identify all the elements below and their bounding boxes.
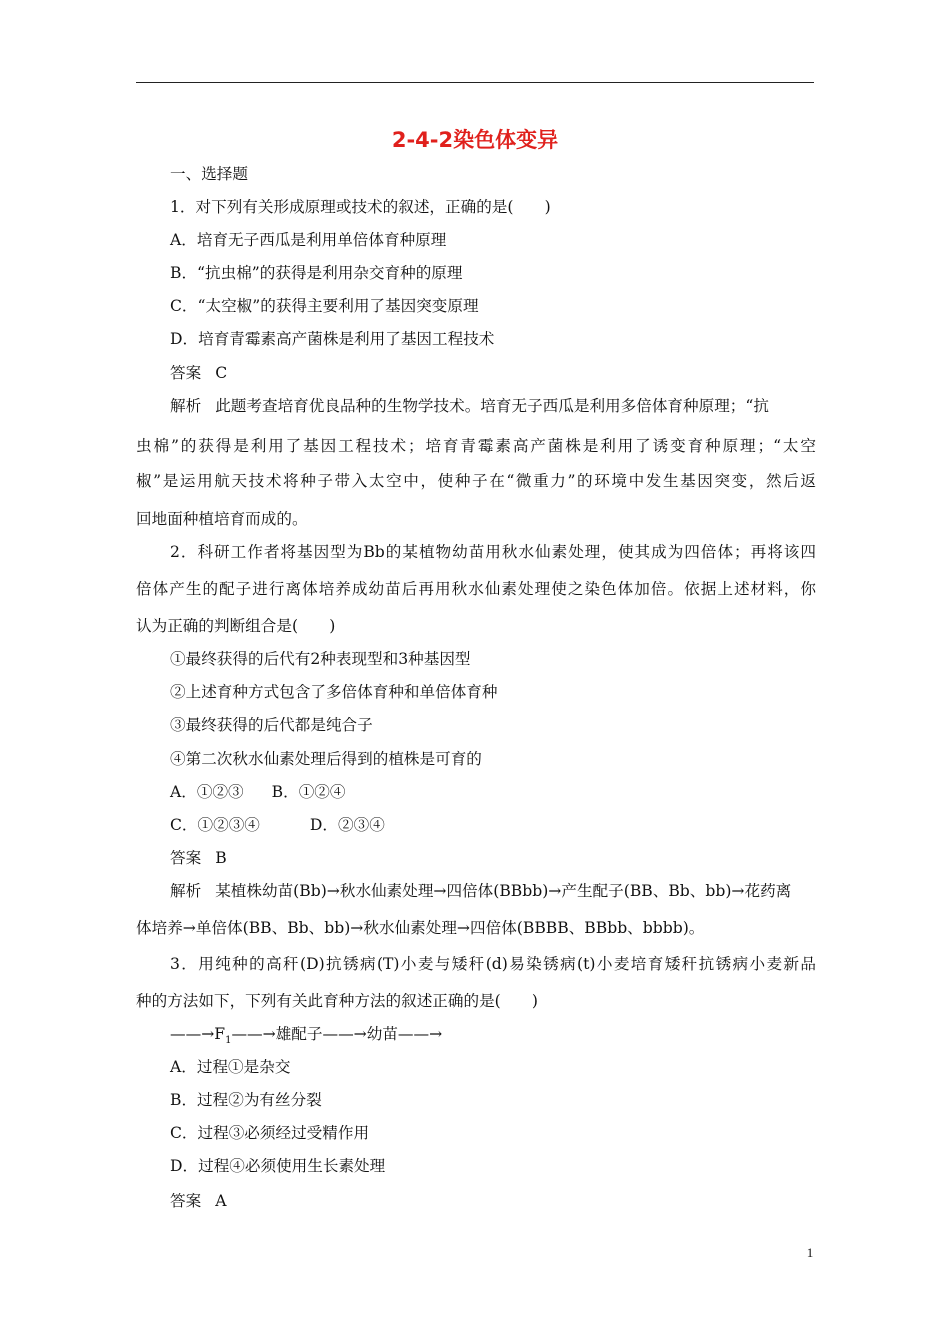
q2-statement-2: ②上述育种方式包含了多倍体育种和单倍体育种 [170, 683, 498, 701]
q3-option-a: A．过程①是杂交 [170, 1058, 291, 1076]
q3-stem-line-2: 种的方法如下，下列有关此育种方法的叙述正确的是( ) [136, 992, 539, 1010]
q2-answer [170, 847, 850, 869]
q2-answer-label: 答案 [170, 849, 202, 867]
q3-answer-value: A [215, 1192, 227, 1210]
q2-analysis-label: 解析 [170, 882, 202, 900]
q3-option-b: B．过程②为有丝分裂 [170, 1091, 322, 1109]
q2-analysis-line-2: 体培养→单倍体(BB、Bb、bb)→秋水仙素处理→四倍体(BBBB、BBbb、bbbb)。 [136, 919, 705, 937]
q2-statement-3: ③最终获得的后代都是纯合子 [170, 716, 373, 734]
page-title: 2-4-2染色体变异 [391, 128, 559, 152]
section-heading: 一、选择题 [170, 165, 248, 183]
q1-answer [170, 362, 850, 384]
q3-flow-start: ——→F [170, 1025, 226, 1043]
q1-option-a: A．培育无子西瓜是利用单倍体育种原理 [170, 231, 447, 249]
q2-option-d: D．②③④ [309, 816, 385, 834]
q2-stem-line-3: 认为正确的判断组合是( ) [136, 617, 336, 635]
q2-options-row-2 [170, 814, 850, 836]
q2-analysis-line-1 [170, 880, 814, 902]
q1-stem: 1．对下列有关形成原理或技术的叙述，正确的是( ) [170, 198, 551, 216]
q3-flow-rest: ——→雄配子——→幼苗——→ [231, 1025, 443, 1043]
q1-answer-value: C [215, 364, 228, 382]
q2-statement-1: ①最终获得的后代有2种表现型和3种基因型 [170, 650, 471, 668]
q3-answer [170, 1190, 850, 1212]
q2-option-c: C．①②③④ [170, 816, 260, 834]
q2-option-a: A．①②③ [170, 783, 244, 801]
q2-option-b: B．①②④ [271, 783, 346, 801]
q1-analysis-line-1 [170, 395, 814, 417]
q3-option-c: C．过程③必须经过受精作用 [170, 1124, 370, 1142]
q1-analysis-line-2: 虫棉”的获得是利用了基因工程技术；培育青霉素高产菌株是利用了诱变育种原理；“太空 [136, 437, 816, 455]
q3-option-d: D．过程④必须使用生长素处理 [170, 1157, 386, 1175]
q2-options-row-1 [170, 781, 850, 803]
q3-flow-diagram [170, 1023, 850, 1052]
q1-analysis-line-3: 椒”是运用航天技术将种子带入太空中，使种子在“微重力”的环境中发生基因突变，然后返 [136, 472, 816, 490]
q1-analysis-text-1: 此题考查培育优良品种的生物学技术。培育无子西瓜是利用多倍体育种原理；“抗 [215, 397, 769, 415]
q2-answer-value: B [215, 849, 227, 867]
q2-stem-line-2: 倍体产生的配子进行离体培养成幼苗后再用秋水仙素处理使之染色体加倍。依据上述材料，你 [136, 580, 816, 598]
q2-analysis-text-1: 某植株幼苗(Bb)→秋水仙素处理→四倍体(BBbb)→产生配子(BB、Bb、bb)→花药离 [215, 882, 792, 900]
q1-analysis-label: 解析 [170, 397, 202, 415]
q3-flow-subscript: 1 [225, 1035, 232, 1047]
q2-statement-4: ④第二次秋水仙素处理后得到的植株是可育的 [170, 750, 482, 768]
page-number: 1 [806, 1245, 814, 1260]
q3-answer-label: 答案 [170, 1192, 202, 1210]
q1-option-c: C．“太空椒”的获得主要利用了基因突变原理 [170, 297, 479, 315]
q1-option-d: D．培育青霉素高产菌株是利用了基因工程技术 [170, 330, 495, 348]
q3-stem-line-1: 3．用纯种的高秆(D)抗锈病(T)小麦与矮秆(d)易染锈病(t)小麦培育矮秆抗锈病小麦新品 [170, 955, 816, 973]
q1-analysis-line-4: 回地面种植培育而成的。 [136, 510, 308, 528]
header-rule [136, 82, 814, 83]
q1-answer-label: 答案 [170, 364, 202, 382]
q1-option-b: B．“抗虫棉”的获得是利用杂交育种的原理 [170, 264, 463, 282]
q2-stem-line-1: 2．科研工作者将基因型为Bb的某植物幼苗用秋水仙素处理，使其成为四倍体；再将该四 [170, 543, 816, 561]
